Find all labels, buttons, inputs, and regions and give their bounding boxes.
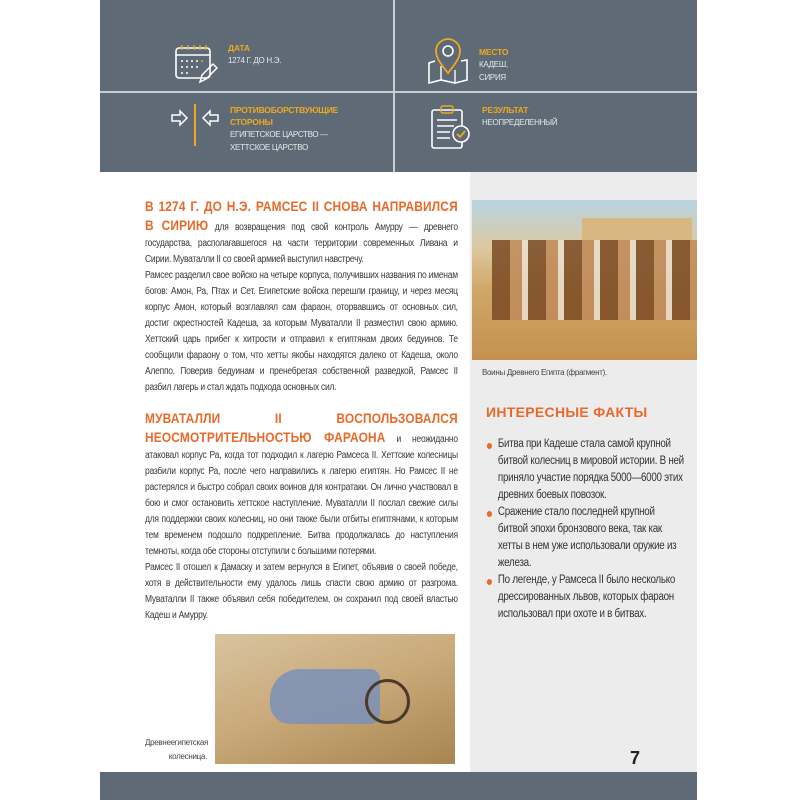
chariot-image <box>215 634 455 764</box>
calendar-icon <box>174 42 218 86</box>
chariot-shape <box>270 669 380 724</box>
chariot-caption <box>145 736 207 764</box>
info-box <box>100 0 697 172</box>
wheel-shape <box>365 679 410 724</box>
section-2 <box>145 410 458 624</box>
section-1-text: для возвращения под свой контроль Амурру — древнего государства, располагавшегося на части территории современных Ливана и Сирии. Муваталли II со своей армией выступил навстречу. <box>145 222 458 265</box>
sides-label: СТОРОНЫ <box>230 117 273 127</box>
warriors-image <box>472 200 697 360</box>
info-date <box>174 42 281 86</box>
chariot-caption-line: Древнеегипетская <box>145 738 209 747</box>
chariot-caption-line: колесница. <box>168 752 207 761</box>
sides-label: ПРОТИВОБОРСТВУЮЩИЕ <box>230 105 339 115</box>
divider <box>100 91 697 93</box>
list-item: По легенде, у Рамсеса II было несколько дрессированных львов, которых фараон использовал при охоте и в битвах. <box>486 572 686 623</box>
facts-list <box>486 436 686 623</box>
map-pin-icon <box>427 36 469 86</box>
main-column <box>145 198 458 764</box>
place-label: МЕСТО <box>479 47 509 57</box>
warriors-shape <box>492 240 697 320</box>
footer-bar <box>100 772 697 800</box>
list-item: Битва при Кадеше стала самой крупной битвой колесниц в мировой истории. В ней приняло участие порядка 5000—6000 этих древних боевых повозок. <box>486 436 686 504</box>
place-value: СИРИЯ <box>479 73 506 82</box>
sides-value: ЕГИПЕТСКОЕ ЦАРСТВО — <box>230 130 328 139</box>
clipboard-check-icon <box>430 104 472 150</box>
page-number: 7 <box>630 748 641 768</box>
date-value: 1274 Г. ДО Н.Э. <box>228 56 282 65</box>
date-label: ДАТА <box>228 43 250 53</box>
facts-title: ИНТЕРЕСНЫЕ ФАКТЫ <box>486 404 648 420</box>
section-1 <box>145 198 458 396</box>
section-2-lead: МУВАТАЛЛИ II ВОСПОЛЬЗОВАЛСЯ НЕОСМОТРИТЕЛЬНОСТЬЮ ФАРАОНА <box>145 410 458 445</box>
info-sides <box>170 104 338 154</box>
info-result <box>430 104 557 150</box>
opposing-arrows-icon <box>170 104 220 148</box>
section-1-lead: В 1274 Г. ДО Н.Э. РАМСЕС II СНОВА НАПРАВИЛСЯ В СИРИЮ <box>145 198 458 233</box>
list-item: Сражение стало последней крупной битвой эпохи бронзового века, так как хетты в нем уже использовали оружие из железа. <box>486 504 686 572</box>
result-value: НЕОПРЕДЕЛЕННЫЙ <box>482 118 558 127</box>
result-label: РЕЗУЛЬТАТ <box>482 105 529 115</box>
section-2-text: и неожиданно атаковал корпус Ра, когда тот подходил к лагерю Рамсеса II. Хеттские колесницы разбили корпус Ра, после чего направились к лагерю египтян. Но Рамсес II не растерялся и быстро собрал своих воинов для контратаки. Он лично участвовал в бою и смог остановить хеттское наступление. Муваталли II послал свежие силы для поддержки своих колесниц, но они также были отбиты египтянами, к которым тем временем подошло подкрепление. Битва продолжалась до наступления темноты, когда обе стороны отступили с большими потерями. <box>145 434 458 557</box>
place-value: КАДЕШ, <box>479 60 508 69</box>
chariot-figure <box>145 634 458 764</box>
divider <box>393 0 395 172</box>
sides-value: ХЕТТСКОЕ ЦАРСТВО <box>230 143 308 152</box>
warriors-caption: Воины Древнего Египта (фрагмент). <box>482 368 607 377</box>
section-2-para2: Рамсес II отошел к Дамаску и затем вернулся в Египет, объявив о своей победе, хотя в действительности ему удалось лишь спасти свою армию от разгрома. Муваталли II также объявил себя победителем, он сохранил под своей властью Кадеш и Амурру. <box>145 562 458 621</box>
info-place <box>427 36 508 86</box>
section-1-para2: Рамсес разделил свое войско на четыре корпуса, получивших названия по именам богов: Амон, Ра, Птах и Сет. Египетские войска перешли границу, и через месяц корпус Амон, который возглавлял сам фараон, оторвавшись от основных сил, достиг окрестностей Кадеша, за которым Муваталли II разместил свою армию. Хеттский царь прибег к хитрости и отправил к египтянам двоих бедуинов. Те сообщили фараону о том, что хетты якобы находятся далеко от Кадеша, около Алеппо. Поверив бедуинам и пренебрегая собственной разведкой, Рамсес II разбил лагерь и стал ждать подхода основных сил. <box>145 270 458 393</box>
